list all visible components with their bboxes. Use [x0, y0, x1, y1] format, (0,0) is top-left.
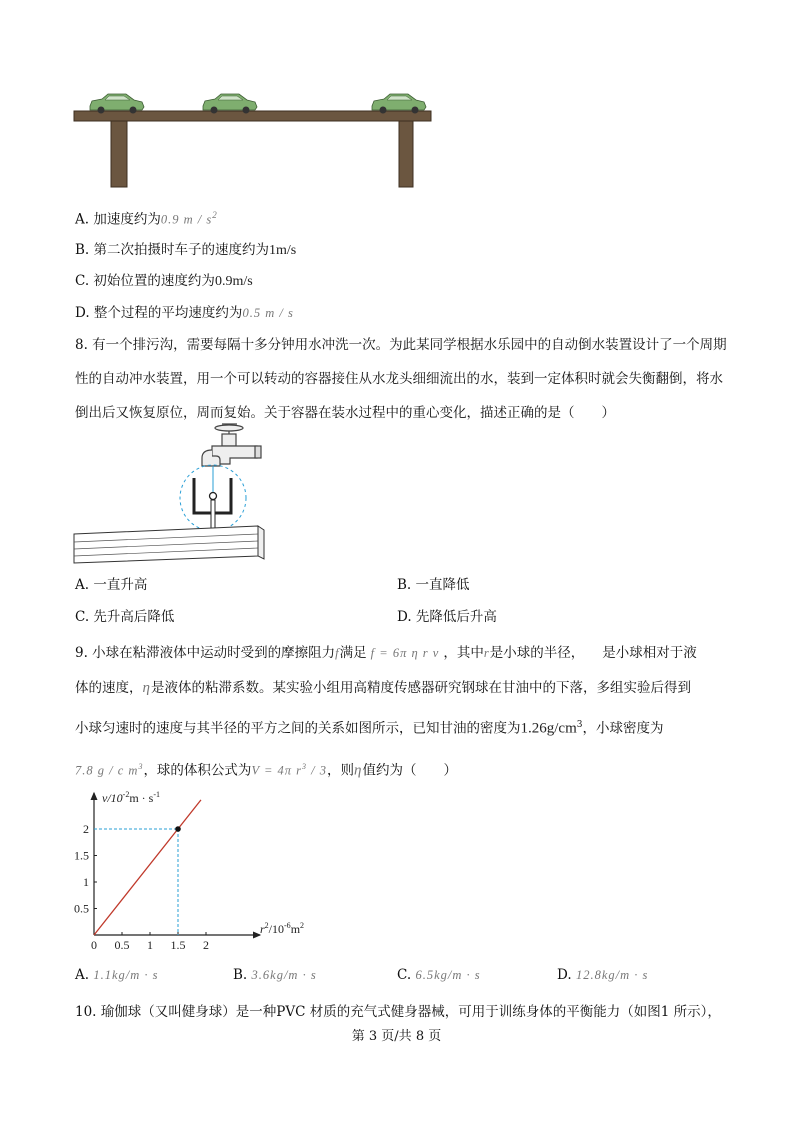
q9-text: 是小球的半径， [489, 645, 585, 661]
q9-eta-symbol: η [142, 680, 151, 696]
q8-option-b: B. 一直降低 [397, 577, 470, 593]
option-c-math: 0.9m/s [214, 274, 253, 289]
glycerin-density-sup: 3 [576, 720, 583, 730]
ball-density: 7.8 g / c m [75, 763, 139, 778]
q9-option-b [233, 965, 317, 985]
faucet-icon [202, 424, 261, 466]
x-tick-label: 0.5 [114, 938, 130, 952]
q9-option-b-label: B. [233, 967, 248, 983]
option-d-math: 0.5 m / s [242, 306, 294, 320]
q9-option-c [397, 965, 481, 985]
q9-f-symbol: f [335, 646, 340, 660]
faucet-container-figure [72, 420, 267, 568]
q9-r-symbol: r [483, 646, 490, 660]
question-9-line-2 [75, 678, 691, 698]
option-a-math: 0.9 m / s [160, 212, 213, 227]
x-tick-label: 1 [147, 938, 153, 952]
q8-option-d: D. 先降低后升高 [397, 609, 497, 625]
q9-text: 9. 小球在粘滞液体中运动时受到的摩擦阻力 [75, 645, 336, 661]
glycerin-density: 1.26g/cm [520, 720, 577, 737]
x-tick-label: 1.5 [170, 938, 186, 952]
option-d-text: D. 整个过程的平均速度约为 [75, 305, 243, 321]
ball-density-sup: 3 [138, 762, 144, 771]
table-top [74, 111, 431, 121]
cars-on-table-figure [70, 85, 440, 195]
question-8-text: 8. 有一个排污沟，需要每隔十多分钟用水冲洗一次。为此某同学根据水乐园中的自动倒水装置设计了一个周期性的自动冲水装置，用一个可以转动的容器接住从水龙头细细流出的水，装到一定体积时就会失衡翻倒，将水倒出后又恢复原位，周而复始。关于容器在装水过程中的重心变化，描述正确的是（ ） [75, 337, 727, 421]
table-leg-right [399, 121, 413, 187]
q9-option-d [557, 965, 648, 985]
q9-option-d-label: D. [557, 967, 572, 983]
option-b-text: B. 第二次拍摄时车子的速度约为 [75, 242, 270, 258]
x-axis-label: $r^2/10^{-6}m^2$ [260, 921, 305, 936]
option-a-sup: 2 [212, 210, 218, 220]
question-9-line-3 [75, 715, 663, 739]
volume-formula-tail: / 3 [307, 763, 328, 778]
q9-option-d-value: 12.8kg/m · s [575, 968, 649, 982]
q9-text: 是小球相对于液 [602, 645, 697, 661]
x-tick-label: 0 [91, 938, 97, 952]
y-tick-label: 1.5 [74, 848, 89, 863]
q9-text: 值约为（ ） [362, 762, 457, 779]
q9-text: 小球匀速时的速度与其半径的平方之间的关系如图所示，已知甘油的密度为 [75, 720, 521, 737]
q9-text: ，球的体积公式为 [143, 762, 252, 779]
q7-option-d [75, 303, 294, 323]
q7-option-a [75, 205, 218, 230]
y-tick-label: 0.5 [74, 901, 89, 916]
question-10-text: 10. 瑜伽球（又叫健身球）是一种PVC 材质的充气式健身器械，可用于训练身体的平衡能力（如图1 所示）， [75, 1004, 721, 1020]
q9-option-c-label: C. [397, 967, 412, 983]
q9-text: 体的速度， [75, 680, 143, 696]
q9-option-a-label: A. [75, 967, 90, 983]
series-line [94, 800, 201, 935]
table-leg-left [111, 121, 127, 187]
marked-point [175, 826, 181, 832]
beam [74, 526, 258, 563]
page-footer: 第 3 页/共 8 页 [351, 1029, 442, 1044]
question-9-line-1 [75, 643, 697, 663]
question-9-line-4 [75, 757, 457, 781]
q9-text: ，则 [327, 762, 355, 779]
q8-option-a: A. 一直升高 [75, 577, 148, 593]
volume-formula: V = 4π r [251, 763, 303, 778]
option-c-text: C. 初始位置的速度约为 [75, 273, 215, 289]
q9-text: 是液体的粘滞系数。某实验小组用高精度传感器研究钢球在甘油中的下落，多组实验后得到 [150, 680, 691, 696]
q9-text: ，其中 [443, 645, 484, 661]
option-b-math: 1m/s [269, 243, 297, 258]
y-tick-label: 2 [83, 822, 89, 836]
q7-option-b [75, 240, 296, 261]
volume-formula-sup: 3 [302, 762, 308, 771]
q9-eta-symbol: η [354, 762, 363, 779]
q9-option-a-value: 1.1kg/m · s [93, 968, 159, 982]
velocity-radius-chart [70, 785, 330, 955]
q8-option-c: C. 先升高后降低 [75, 609, 175, 625]
x-tick-label: 2 [203, 938, 209, 952]
q9-text: 满足 [339, 645, 367, 661]
option-a-text: A. 加速度约为 [75, 211, 161, 228]
q9-text: ，小球密度为 [582, 720, 664, 737]
q9-option-c-value: 6.5kg/m · s [415, 968, 481, 982]
q9-formula: f = 6π η r v [370, 646, 440, 660]
q7-option-c [75, 271, 253, 292]
q9-option-a [75, 965, 159, 985]
y-axis-label: $v/10^{-2}m \cdot s^{-1}$ [102, 790, 161, 805]
y-tick-label: 1 [83, 875, 89, 889]
q9-option-b-value: 3.6kg/m · s [251, 968, 317, 982]
